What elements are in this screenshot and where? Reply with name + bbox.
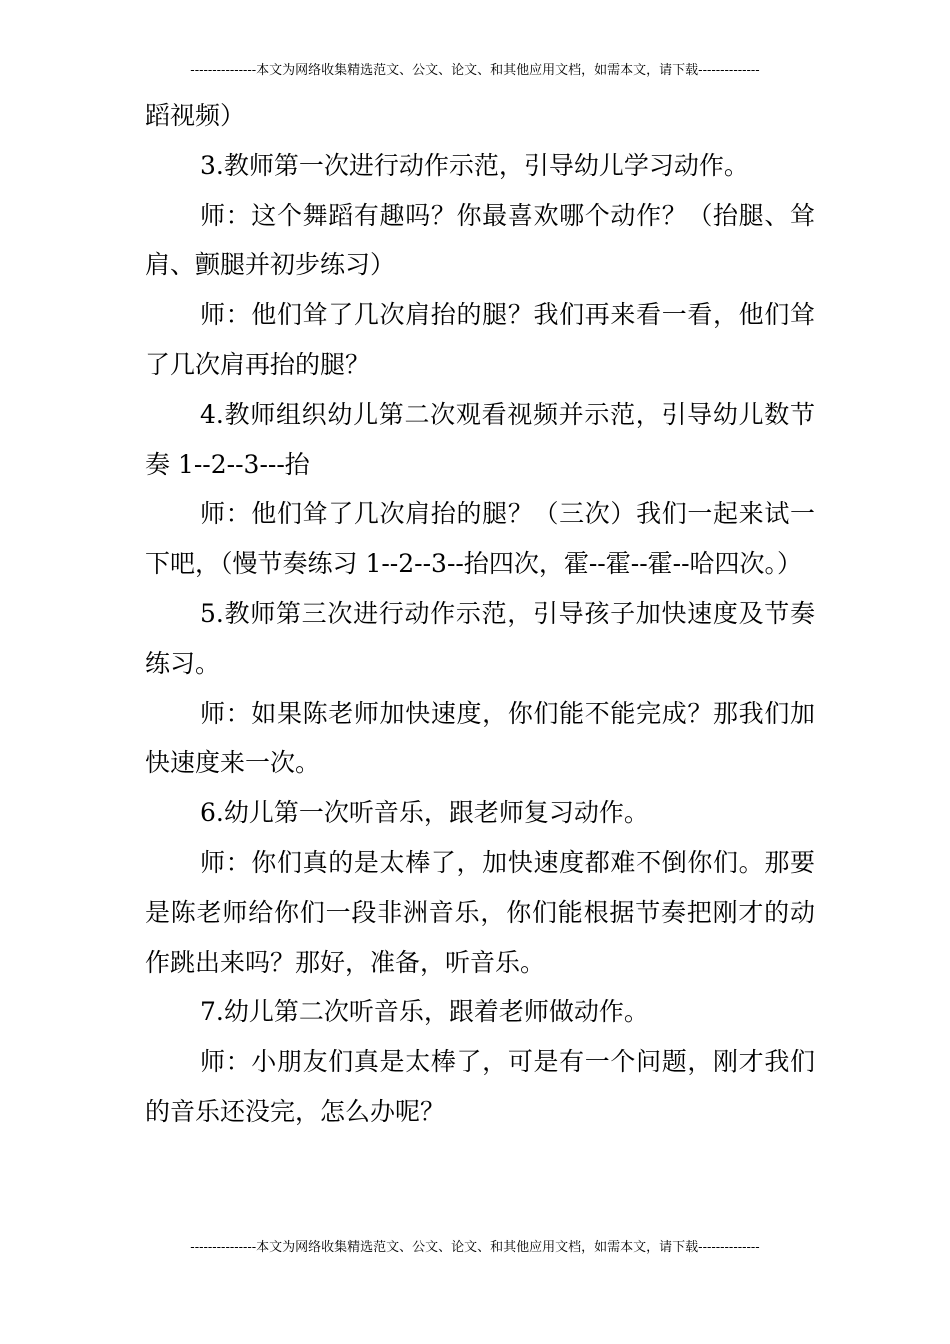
paragraph-teacher-praise-2: 师：小朋友们真是太棒了，可是有一个问题，刚才我们的音乐还没完，怎么办呢？: [145, 1047, 815, 1126]
paragraph-teacher-question-4: 师：如果陈老师加快速度，你们能不能完成？那我们加快速度来一次。: [145, 698, 815, 778]
paragraph-step-5: 5.教师第三次进行动作示范，引导孩子加快速度及节奏练习。: [145, 598, 815, 678]
paragraph-teacher-praise-1: 师：你们真的是太棒了，加快速度都难不倒你们。那要是陈老师给你们一段非洲音乐，你们能根据节奏把刚才的动作跳出来吗？那好，准备，听音乐。: [145, 847, 815, 977]
paragraph-step-6: 6.幼儿第一次听音乐，跟老师复习动作。: [200, 798, 649, 828]
document-body: [145, 91, 815, 1137]
page-header: ---------------本文为网络收集精选范文、公文、论文、和其他应用文档，如需本文，请下载--------------: [190, 63, 760, 78]
paragraph-step-4: 4.教师组织幼儿第二次观看视频并示范，引导幼儿数节奏 1--2--3---抬: [145, 399, 815, 479]
paragraph-continuation: 蹈视频）: [145, 101, 246, 130]
paragraph-step-7: 7.幼儿第二次听音乐，跟着老师做动作。: [200, 997, 649, 1027]
paragraph-teacher-question-3: 师：他们耸了几次肩抬的腿？（三次）我们一起来试一下吧，（慢节奏练习 1--2--3--抬四次，霍--霍--霍--哈四次。）: [145, 499, 815, 579]
paragraph-step-3: 3.教师第一次进行动作示范，引导幼儿学习动作。: [200, 150, 749, 180]
paragraph-teacher-question-2: 师：他们耸了几次肩抬的腿？我们再来看一看，他们耸了几次肩再抬的腿？: [145, 300, 815, 379]
page-footer: ---------------本文为网络收集精选范文、公文、论文、和其他应用文档，如需本文，请下载--------------: [190, 1240, 760, 1255]
paragraph-teacher-question-1: 师：这个舞蹈有趣吗？你最喜欢哪个动作？（抬腿、耸肩、颤腿并初步练习）: [145, 200, 815, 280]
